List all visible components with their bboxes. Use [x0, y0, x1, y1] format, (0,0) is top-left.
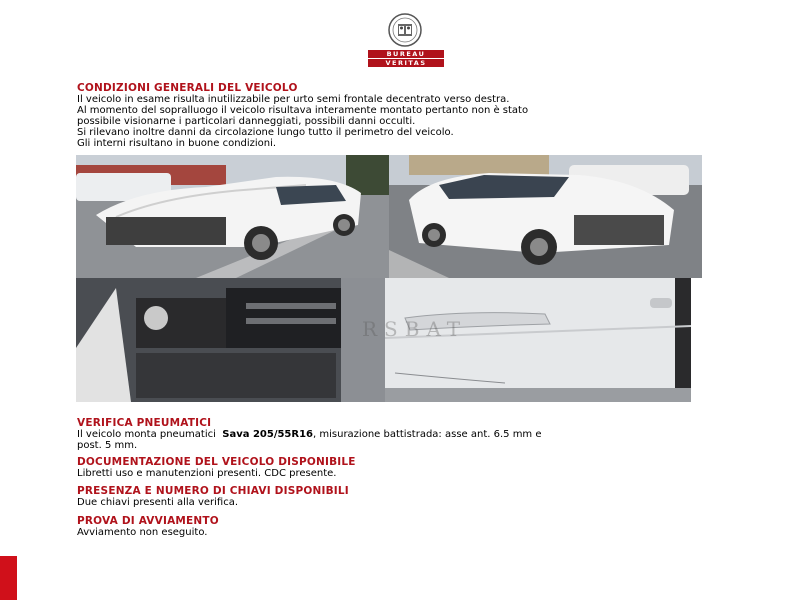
documentation-heading: DOCUMENTAZIONE DEL VEICOLO DISPONIBILE	[77, 456, 356, 468]
keys-line: Due chiavi presenti alla verifica.	[77, 497, 239, 508]
watermark: RSBAT	[362, 317, 468, 341]
start-test-heading: PROVA DI AVVIAMENTO	[77, 515, 219, 527]
general-line: Al momento del sopralluogo il veicolo risultava interamente montato pertanto non è stato	[77, 105, 529, 116]
tyres-line-2: post. 5 mm.	[77, 440, 138, 451]
front-right-damage-photo	[76, 155, 389, 278]
general-line: Il veicolo in esame risulta inutilizzabile per urto semi frontale decentrato verso destra.	[77, 94, 510, 105]
tyre-brand: Sava 205/55R16	[222, 429, 314, 440]
logo-brand-line2: VERITAS	[368, 59, 444, 67]
general-line: Gli interni risultano in buone condizioni.	[77, 138, 277, 149]
engine-bay-photo	[76, 278, 385, 402]
tyres-line-suffix: , misurazione battistrada: asse ant. 6.5 mm e	[313, 429, 542, 440]
keys-heading: PRESENZA E NUMERO DI CHIAVI DISPONIBILI	[77, 485, 349, 497]
bureau-veritas-logo	[368, 12, 444, 66]
general-line: Si rilevano inoltre danni da circolazione lungo tutto il perimetro del veicolo.	[77, 127, 454, 138]
rear-right-side-photo	[389, 155, 702, 278]
documentation-line: Libretti uso e manutenzioni presenti. CDC presente.	[77, 468, 337, 479]
tyres-heading: VERIFICA PNEUMATICI	[77, 417, 212, 429]
start-test-section	[77, 516, 727, 538]
tyres-line-prefix: Il veicolo monta pneumatici	[77, 429, 223, 440]
documentation-section	[77, 457, 727, 479]
tyres-section	[77, 418, 727, 451]
start-test-line: Avviamento non eseguito.	[77, 527, 208, 538]
bureau-veritas-seal-icon	[380, 12, 430, 48]
general-line: possibile visionarne i particolari danneggiati, possibili danni occulti.	[77, 116, 416, 127]
general-conditions-section	[77, 83, 727, 149]
page-accent-bar	[0, 556, 17, 600]
keys-section	[77, 486, 727, 508]
general-conditions-heading: CONDIZIONI GENERALI DEL VEICOLO	[77, 82, 298, 94]
logo-brand-line1: BUREAU	[368, 50, 444, 58]
tyres-line	[77, 429, 727, 440]
